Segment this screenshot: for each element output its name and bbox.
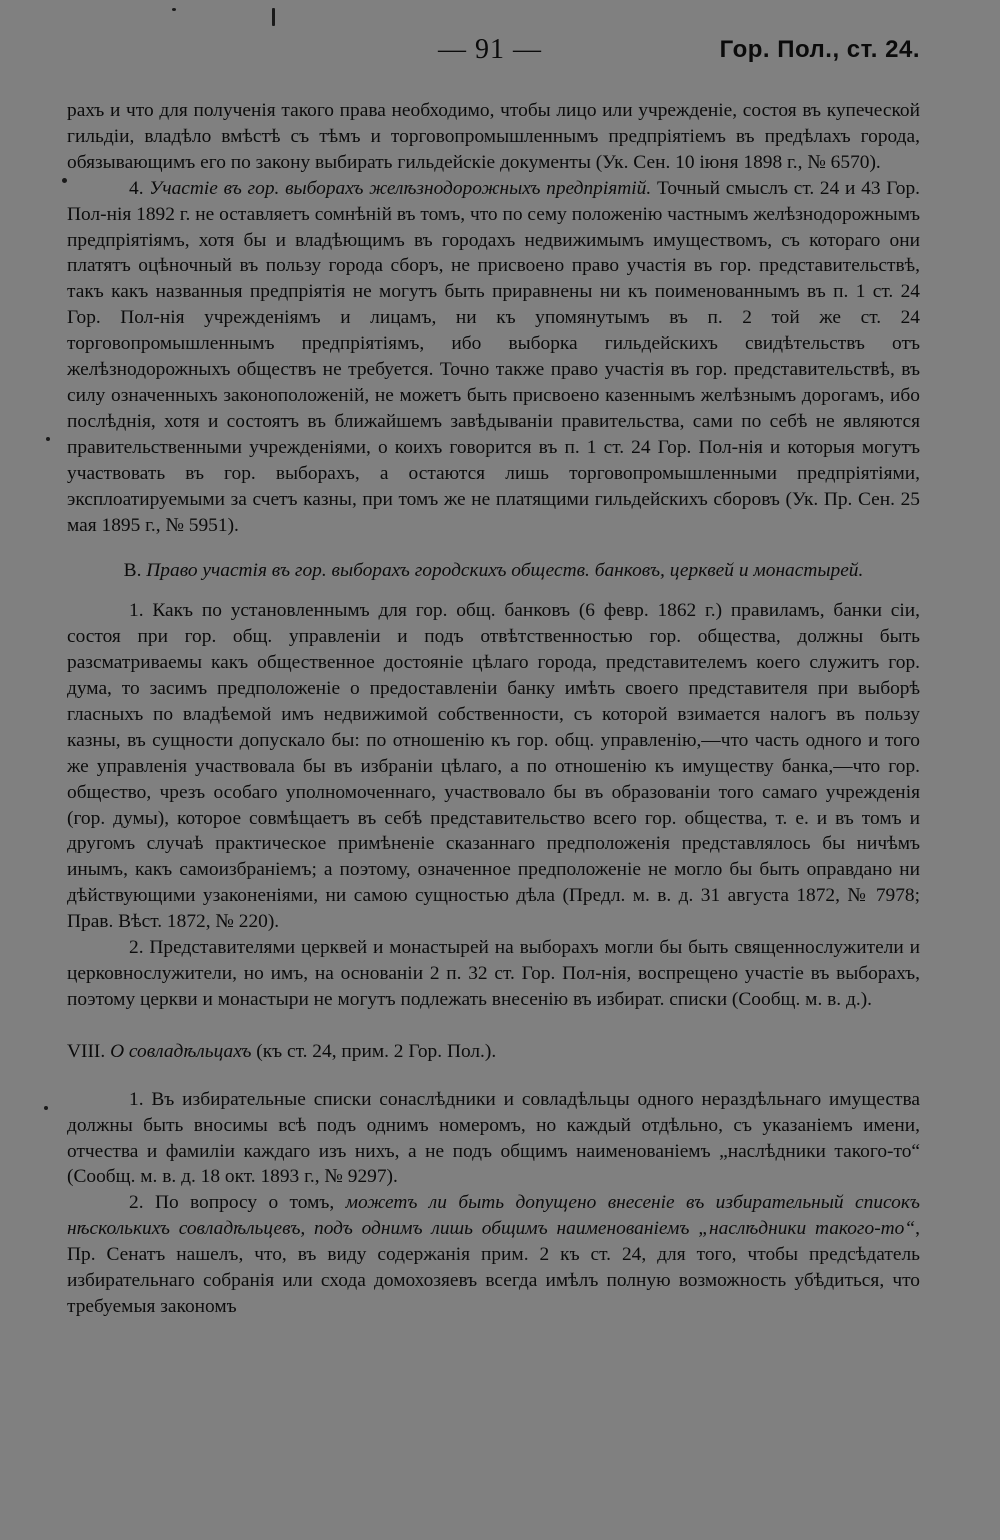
section-title: О совладѣльцахъ	[110, 1040, 252, 1062]
scan-speck	[272, 8, 275, 26]
body-text	[67, 98, 920, 1320]
scan-speck	[172, 8, 176, 11]
running-head: Гор. Пол., ст. 24.	[719, 36, 920, 63]
paragraph-text: 2. Представителями церквей и монастырей на выборахъ могли бы быть священнослужители и церковнослужители, но имъ, на основаніи 2 п. 32 ст. Гор. Пол-нія, воспрещено участіе въ выборахъ, поэтому церкви и монастыри не могутъ подлежать внесенію въ избират. списки (Сообщ. м. в. д.).	[67, 937, 920, 1010]
section-heading-b	[67, 558, 920, 584]
paragraph-text: 2. По вопросу о томъ,	[129, 1192, 346, 1214]
paragraph-railway-enterprises	[67, 176, 920, 539]
scan-speck	[44, 1106, 48, 1110]
section-reference: (къ ст. 24, прим. 2 Гор. Пол.).	[251, 1040, 497, 1062]
paragraph-text: , Пр. Сенатъ нашелъ, что, въ виду содержанія прим. 2 къ ст. 24, для того, чтобы предсѣдатель избирательнаго собранія или схода домохозяевъ всегда имѣлъ полную возможность убѣдиться, что требуемыя закономъ	[67, 1218, 920, 1317]
scan-speck	[62, 178, 67, 183]
paragraph-text: 1. Въ избирательные списки сонаслѣдники и совладѣльцы одного нераздѣльнаго имущества должны быть вносимы всѣ подъ однимъ номеромъ, но каждый отдѣльно, съ указаніемъ имени, отчества и фамиліи каждаго изъ нихъ, а не подъ общимъ наименованіемъ „наслѣдники такого-то“ (Сообщ. м. в. д. 18 окт. 1893 г., № 9297).	[67, 1088, 920, 1188]
paragraph-senate-ruling	[67, 1190, 920, 1320]
paragraph-co-heirs	[67, 1087, 920, 1191]
section-title: Право участія въ гор. выборахъ городскихъ обществ. банковъ, церквей и монастырей.	[146, 560, 864, 582]
paragraph-text: рахъ и что для полученія такого права необходимо, чтобы лицо или учрежденіе, состоя въ купеческой гильдіи, владѣло вмѣстѣ съ тѣмъ и торговопромышленнымъ предпріятіемъ въ предѣлахъ города, обязывающимъ его по закону выбирать гильдейскіе документы (Ук. Сен. 10 іюня 1898 г., № 6570).	[67, 100, 920, 173]
paragraph-emphasis: можетъ ли быть допущено внесеніе въ избирательный списокъ нѣсколькихъ совладѣльцевъ, подъ однимъ лишь общимъ наименованіемъ „наслѣдники такого-то“	[67, 1192, 920, 1240]
page-header	[0, 34, 1000, 74]
page-number: — 91 —	[438, 34, 542, 65]
paragraph-number: 4.	[129, 177, 150, 199]
paragraph-continuation	[67, 98, 920, 176]
section-letter: В.	[123, 560, 147, 582]
scan-speck	[46, 437, 50, 441]
paragraph-text: Точный смыслъ ст. 24 и 43 Гор. Пол-нія 1892 г. не оставляетъ сомнѣній въ томъ, что по сему положенію частнымъ желѣзнодорожнымъ предпріятіямъ, хотя бы и владѣющимъ въ городахъ недвижимымъ имуществомъ, съ котораго они платятъ оцѣночный въ пользу города сборъ, не присвоено право участія въ гор. представительствѣ, такъ какъ названныя предпріятія не могутъ быть приравнены ни къ поименованнымъ въ п. 1 ст. 24 Гор. Пол-нія учрежденіямъ и лицамъ, ни къ упомянутымъ въ п. 2 той же ст. 24 торговопромышленнымъ предпріятіямъ, ибо выборка гильдейскихъ свидѣтельствъ отъ желѣзнодорожныхъ обществъ не требуется. Точно также право участія въ гор. представительствѣ, въ силу означенныхъ законоположеній, не можетъ быть присвоено казеннымъ желѣзнымъ дорогамъ, ибо послѣднія, хотя и состоятъ въ ближайшемъ завѣдываніи правительства, сами по себѣ не являются правительственными учрежденіями, о коихъ говорится въ п. 1 ст. 24 Гор. Пол-нія и которыя могутъ участвовать въ гор. выборахъ, а остаются лишь торговопромышленными предпріятіями, эксплоатируемыми за счетъ казны, при томъ же не платящими гильдейскихъ сборовъ (Ук. Пр. Сен. 25 мая 1895 г., № 5951).	[67, 177, 921, 536]
section-number: VIII.	[67, 1040, 111, 1062]
paragraph-churches	[67, 935, 920, 1013]
paragraph-title: Участіе въ гор. выборахъ желѣзнодорожныхъ предпріятій.	[149, 177, 652, 199]
section-heading-viii	[67, 1039, 920, 1065]
paragraph-banks	[67, 598, 920, 935]
paragraph-text: 1. Какъ по установленнымъ для гор. общ. банковъ (6 февр. 1862 г.) правиламъ, банки сіи, состоя при гор. общ. управленіи и подъ отвѣтственностью гор. общества, должны быть разсматриваемы какъ общественное достояніе цѣлаго города, представителемъ коего служитъ гор. дума, то засимъ предположеніе о предоставленіи банку имѣть своего представителя при выборѣ гласныхъ по владѣемой имъ недвижимой собственности, съ которой взимается налогъ въ пользу казны, въ сущности допускало бы: по отношенію къ гор. общ. управленію,—что часть одного и того же управленія участвовала бы въ избраніи цѣлаго, а по отношенію къ имуществу банка,—что гор. общество, чрезъ особаго уполномоченнаго, участвовало бы въ образованіи того самаго учрежденія (гор. думы), которое совмѣщаетъ въ себѣ представительство всего гор. общества, т. е. и въ томъ и другомъ случаѣ практическое примѣненіе сказаннаго предположенія представлялось бы ничѣмъ инымъ, какъ самоизбраніемъ; а поэтому, означенное предположеніе не могло бы быть оправдано ни дѣйствующими узаконеніями, ни самою сущностью дѣла (Предл. м. в. д. 31 августа 1872, № 7978; Прав. Вѣст. 1872, № 220).	[67, 600, 920, 933]
